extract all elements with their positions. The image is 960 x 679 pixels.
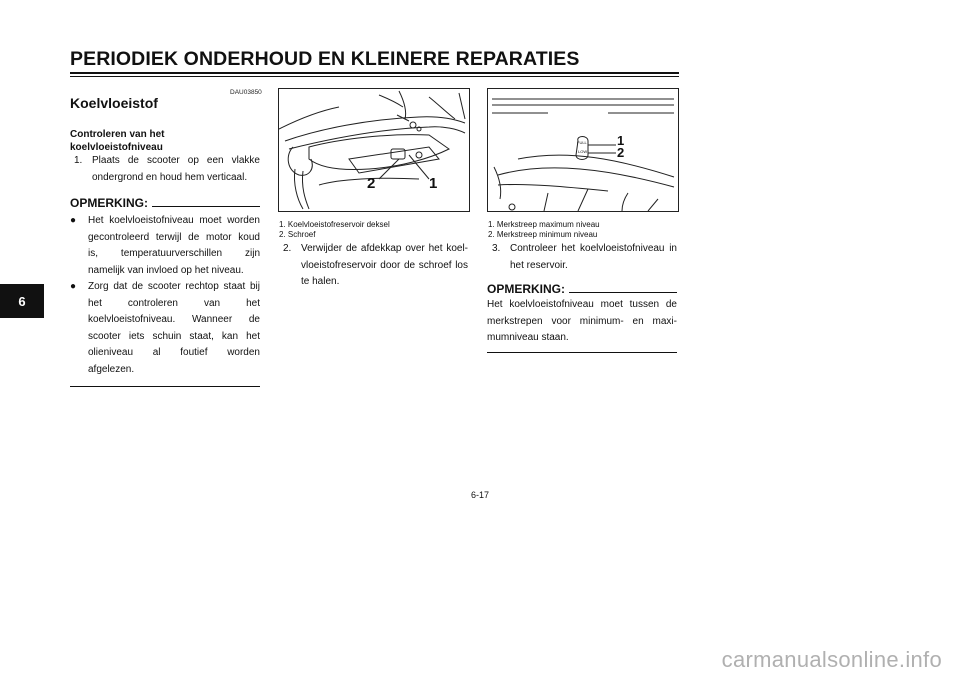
watermark-text: carmanualsonline.info	[721, 647, 942, 672]
figure-caption	[279, 220, 390, 240]
bullet-icon: ●	[70, 281, 77, 292]
figure-coolant-reservoir	[278, 88, 470, 212]
caption-line: 1. Merkstreep maximum niveau	[488, 220, 600, 229]
bullet-line: het controleren van het	[88, 297, 260, 309]
subheading-line-2: koelvloeistofniveau	[70, 142, 163, 153]
bullet-icon: ●	[70, 215, 77, 226]
step-2	[283, 241, 468, 291]
bullet-line: Zorg dat de scooter rechtop staat bij	[88, 281, 260, 292]
step-3	[492, 241, 677, 274]
note-bullet	[70, 213, 260, 279]
page-header-title: PERIODIEK ONDERHOUD EN KLEINERE REPARATIES	[70, 48, 580, 70]
bullet-line: Het koelvloeistofniveau moet worden	[88, 215, 260, 226]
bullet-line: gecontroleerd terwijl de motor koud	[88, 231, 260, 243]
note-text-line: merkstrepen voor minimum- en maxi-	[487, 315, 677, 327]
note-end-rule	[487, 352, 677, 353]
header-rule-thin	[70, 76, 679, 77]
document-code: DAU03850	[230, 89, 262, 96]
figure-label: 2	[367, 175, 376, 192]
note-end-rule	[70, 386, 260, 387]
note-label: OPMERKING:	[487, 282, 565, 296]
note-heading-rule	[569, 292, 677, 293]
caption-line: 1. Koelvloeistofreservoir deksel	[279, 220, 390, 229]
note-text-line: mumniveau staan.	[487, 332, 569, 343]
figure-caption	[488, 220, 600, 240]
figure-label: 1	[429, 175, 438, 192]
scooter-illustration	[279, 89, 469, 211]
step-text-line: te halen.	[301, 276, 340, 287]
step-text-line: Plaats de scooter op een vlakke	[92, 155, 260, 166]
bullet-line: namelijk van invloed op het niveau.	[88, 264, 244, 276]
section-title: Koelvloeistof	[70, 95, 158, 111]
caption-line: 2. Merkstreep minimum niveau	[488, 230, 598, 239]
note-block-left	[70, 196, 260, 387]
bullet-line: is, temperatuurverschillen zijn	[88, 248, 260, 259]
step-text-line: Verwijder de afdekkap over het koel-	[301, 243, 468, 254]
note-heading	[487, 282, 677, 296]
step-text-line: vloeistofreservoir door de schroef los	[301, 259, 468, 271]
step-number: 1.	[74, 155, 83, 166]
note-label: OPMERKING:	[70, 196, 148, 210]
note-bullet	[70, 279, 260, 378]
step-text-line: het reservoir.	[510, 259, 568, 271]
step-text-line: Controleer het koelvloeistofniveau in	[510, 243, 677, 254]
step-number: 3.	[492, 243, 501, 254]
gauge-full-label: FULL	[577, 140, 587, 145]
bullet-line: afgelezen.	[88, 363, 135, 375]
gauge-low-label: LOW	[578, 149, 588, 154]
step-text-line: ondergrond en houd hem verticaal.	[92, 171, 248, 183]
note-heading-rule	[152, 206, 260, 207]
figure-level-marks	[487, 88, 679, 212]
subheading	[70, 128, 220, 154]
step-number: 2.	[283, 243, 292, 254]
note-text-line: Het koelvloeistofniveau moet tussen de	[487, 299, 677, 310]
note-block-right	[487, 282, 677, 353]
page-number: 6-17	[470, 490, 489, 500]
bullet-line: olieniveau al foutief worden	[88, 347, 260, 358]
step-1	[74, 153, 260, 186]
chapter-tab[interactable]: 6	[0, 284, 44, 318]
caption-line: 2. Schroef	[279, 230, 316, 239]
subheading-line-1: Controleren van het	[70, 129, 165, 140]
figure-label: 1	[617, 133, 625, 148]
header-rule	[70, 72, 679, 74]
bullet-line: scooter iets schuin staat, kan het	[88, 330, 260, 342]
note-heading	[70, 196, 260, 210]
bullet-line: koelvloeistofniveau. Wanneer de	[88, 314, 260, 325]
figure-label: 2	[617, 145, 625, 160]
